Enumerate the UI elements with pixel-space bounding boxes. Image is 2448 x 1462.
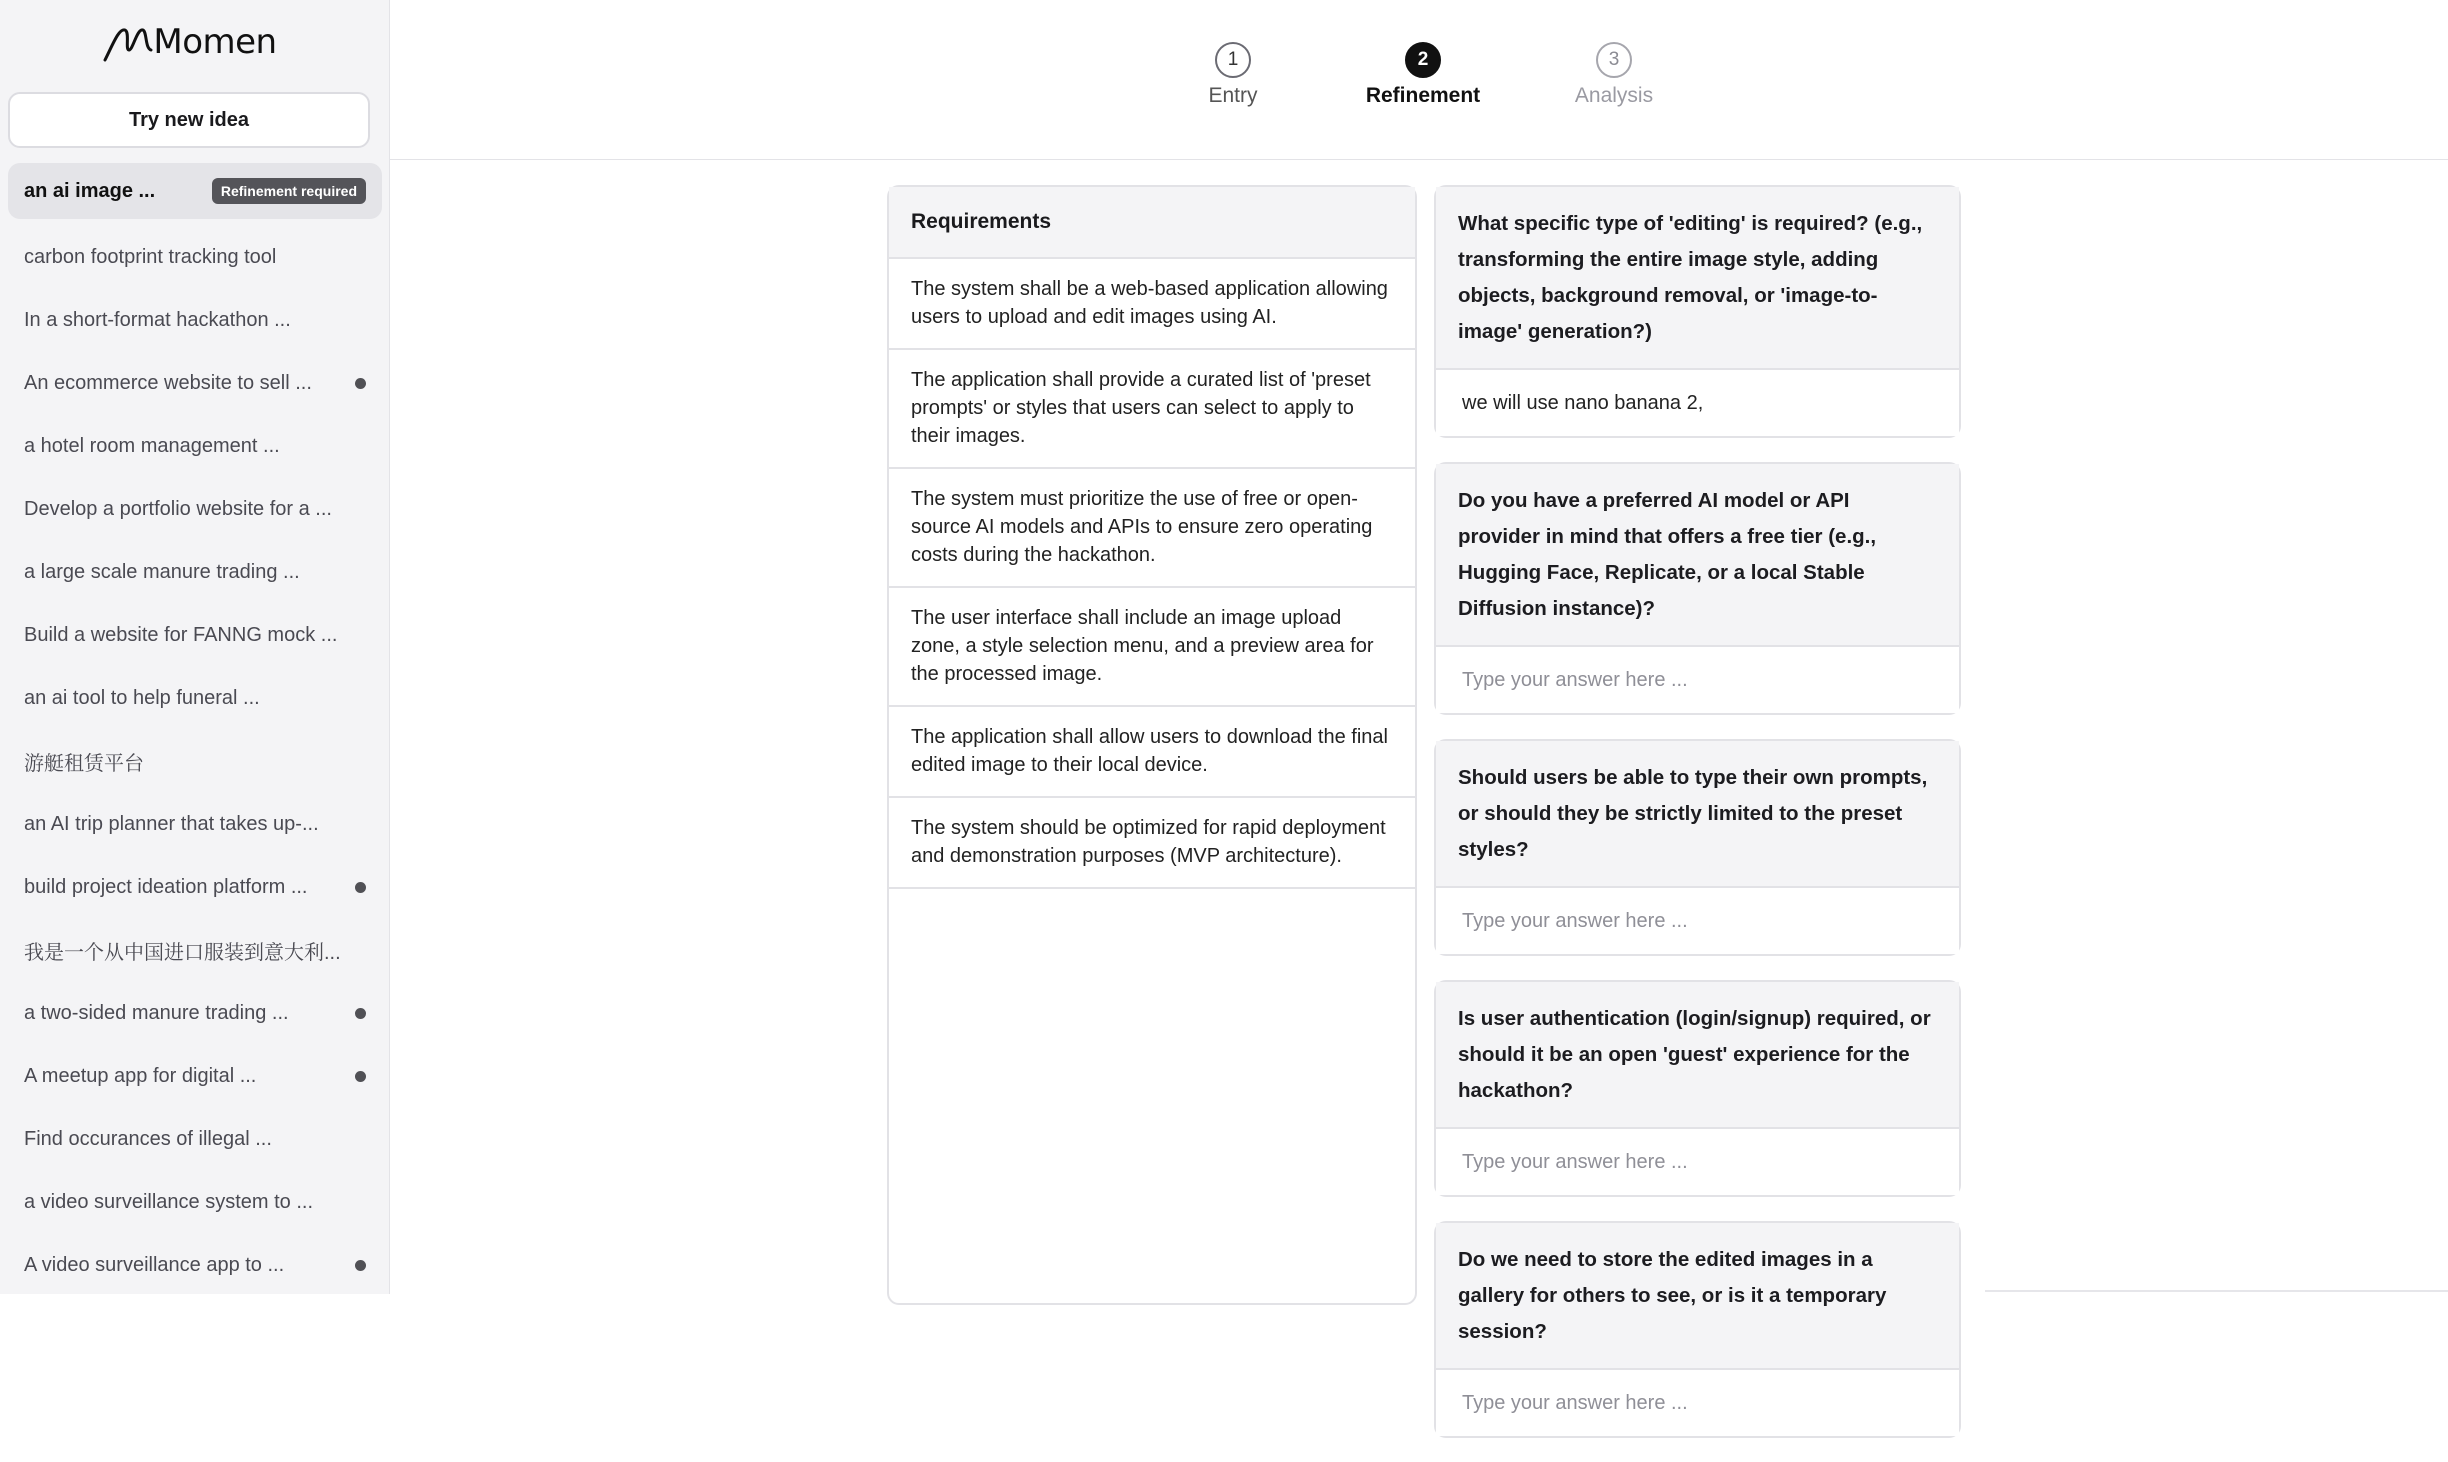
try-new-idea-button[interactable]: Try new idea — [8, 92, 370, 148]
answer-field-wrapper — [1436, 368, 1959, 436]
sidebar-item[interactable] — [8, 856, 382, 919]
requirement-row: The system should be optimized for rapid deployment and demonstration purposes (MVP architecture). — [889, 798, 1415, 889]
sidebar-item-label: Develop a portfolio website for a ... — [24, 498, 332, 520]
step-label: Entry — [1208, 84, 1258, 107]
question-card — [1434, 739, 1961, 956]
sidebar-item-label: A video surveillance app to ... — [24, 1254, 285, 1276]
sidebar-item[interactable] — [8, 289, 382, 352]
sidebar-item[interactable] — [8, 1171, 382, 1234]
progress-stepper — [390, 0, 2448, 160]
idea-list — [0, 163, 390, 1297]
sidebar-item-label: an AI trip planner that takes up-... — [24, 813, 319, 835]
sidebar-item-label: a two-sided manure trading ... — [24, 1002, 289, 1024]
requirement-row: The application shall provide a curated list of 'preset prompts' or styles that users can select to apply to their images. — [889, 350, 1415, 469]
requirement-row: The application shall allow users to download the final edited image to their local device. — [889, 707, 1415, 798]
sidebar-item-label: 游艇租赁平台 — [24, 753, 144, 775]
step-analysis[interactable] — [1534, 42, 1694, 108]
sidebar-item[interactable] — [8, 730, 382, 793]
question-card — [1434, 980, 1961, 1197]
question-card — [1434, 462, 1961, 715]
answer-input[interactable] — [1462, 1151, 1933, 1174]
logo-text: Momen — [153, 22, 277, 62]
question-text: Do you have a preferred AI model or API provider in mind that offers a free tier (e.g., Hugging Face, Replicate, or a local Stable Diffusion instance)? — [1436, 464, 1959, 645]
requirement-row: The user interface shall include an image upload zone, a style selection menu, and a preview area for the processed image. — [889, 588, 1415, 707]
divider — [1985, 1290, 2448, 1292]
logo[interactable] — [0, 18, 380, 66]
refinement-questions — [1434, 185, 1961, 1462]
question-text: What specific type of 'editing' is required? (e.g., transforming the entire image style, adding objects, background removal, or 'image-to-image' generation?) — [1436, 187, 1959, 368]
requirements-header: Requirements — [889, 187, 1415, 259]
unread-dot-icon — [355, 1008, 366, 1019]
step-number: 3 — [1596, 42, 1632, 78]
sidebar-item-label: Build a website for FANNG mock ... — [24, 624, 338, 646]
sidebar-item-label: build project ideation platform ... — [24, 876, 308, 898]
sidebar-item-label: a video surveillance system to ... — [24, 1191, 314, 1213]
requirement-row: The system shall be a web-based application allowing users to upload and edit images using AI. — [889, 259, 1415, 350]
sidebar-item[interactable] — [8, 667, 382, 730]
step-label: Refinement — [1365, 84, 1481, 107]
answer-input[interactable] — [1462, 669, 1933, 692]
question-text: Should users be able to type their own prompts, or should they be strictly limited to the preset styles? — [1436, 741, 1959, 886]
requirement-row: The system must prioritize the use of free or open-source AI models and APIs to ensure zero operating costs during the hackathon. — [889, 469, 1415, 588]
step-label: Analysis — [1574, 84, 1654, 107]
sidebar-item[interactable] — [8, 163, 382, 219]
sidebar-item-label: an ai tool to help funeral ... — [24, 687, 260, 709]
sidebar-item[interactable] — [8, 541, 382, 604]
sidebar-item[interactable] — [8, 793, 382, 856]
answer-field-wrapper — [1436, 1368, 1959, 1436]
sidebar-item-label: Find occurances of illegal ... — [24, 1128, 272, 1150]
sidebar-item[interactable] — [8, 919, 382, 982]
sidebar-item[interactable] — [8, 604, 382, 667]
step-number: 2 — [1405, 42, 1441, 78]
question-card — [1434, 1221, 1961, 1438]
sidebar-item-label: carbon footprint tracking tool — [24, 246, 277, 268]
sidebar-item-label: an ai image ... — [24, 179, 156, 202]
requirements-table — [887, 185, 1417, 1305]
unread-dot-icon — [355, 378, 366, 389]
answer-input[interactable] — [1462, 1392, 1933, 1415]
sidebar-item-label: In a short-format hackathon ... — [24, 309, 291, 331]
sidebar-item[interactable] — [8, 352, 382, 415]
answer-input[interactable] — [1462, 910, 1933, 933]
step-entry[interactable] — [1153, 42, 1313, 108]
logo-mark-icon — [103, 22, 153, 62]
sidebar-item[interactable] — [8, 1045, 382, 1108]
question-card — [1434, 185, 1961, 438]
sidebar-item-label: a large scale manure trading ... — [24, 561, 300, 583]
sidebar-item[interactable] — [8, 1234, 382, 1297]
answer-field-wrapper — [1436, 645, 1959, 713]
sidebar-item[interactable] — [8, 982, 382, 1045]
sidebar-item-label: a hotel room management ... — [24, 435, 280, 457]
unread-dot-icon — [355, 1260, 366, 1271]
unread-dot-icon — [355, 1071, 366, 1082]
sidebar — [0, 0, 390, 1294]
answer-field-wrapper — [1436, 1127, 1959, 1195]
sidebar-item-label: A meetup app for digital ... — [24, 1065, 257, 1087]
sidebar-item[interactable] — [8, 1108, 382, 1171]
sidebar-item-label: 我是一个从中国进口服装到意大利... — [24, 942, 341, 964]
sidebar-item-label: An ecommerce website to sell ... — [24, 372, 312, 394]
question-text: Is user authentication (login/signup) required, or should it be an open 'guest' experience for the hackathon? — [1436, 982, 1959, 1127]
sidebar-item[interactable] — [8, 478, 382, 541]
sidebar-item[interactable] — [8, 415, 382, 478]
sidebar-item[interactable] — [8, 226, 382, 289]
unread-dot-icon — [355, 882, 366, 893]
answer-field-wrapper — [1436, 886, 1959, 954]
question-text: Do we need to store the edited images in a gallery for others to see, or is it a temporary session? — [1436, 1223, 1959, 1368]
step-refinement[interactable] — [1343, 42, 1503, 108]
answer-input[interactable] — [1462, 392, 1933, 415]
status-badge: Refinement required — [212, 178, 366, 204]
step-number: 1 — [1215, 42, 1251, 78]
